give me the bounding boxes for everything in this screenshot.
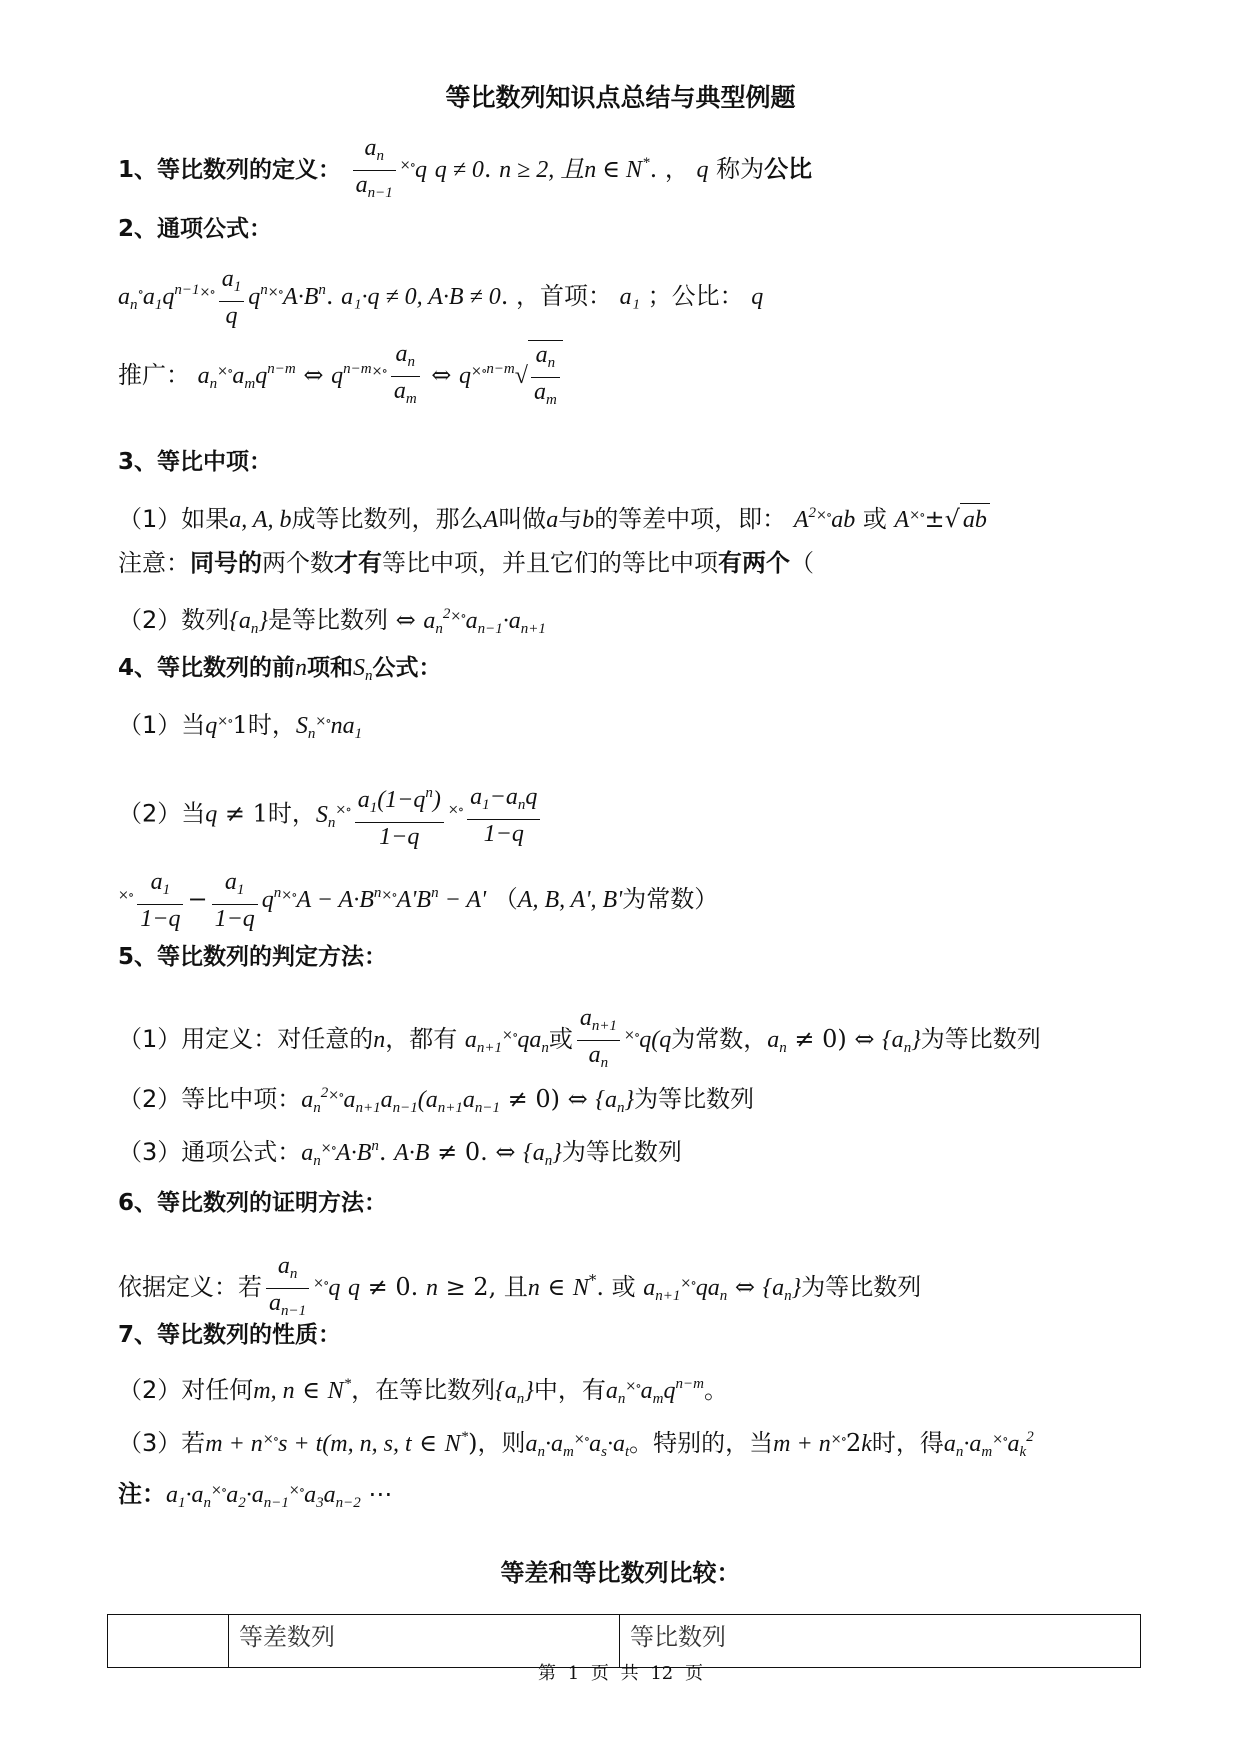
proof-method: 依据定义：若 $\frac{a_n}{a_{n-1}}$ ×∘q q ≠ 0. n ≥ 2, 且n ∈ N*. 或 $a_{n+1}^{\times\circ}qa_n$ ⇔ $\{a_n\}$为等比数列 bbox=[118, 1253, 922, 1319]
table-header-geometric: 等比数列 bbox=[620, 1615, 1141, 1668]
table-header-arithmetic: 等差数列 bbox=[229, 1615, 620, 1668]
comparison-title: 等差和等比数列比较： bbox=[500, 1559, 741, 1587]
section-4-heading-line: 4、等比数列的前n项和$S_n$公式： bbox=[118, 655, 442, 684]
section-3-heading: 3、等比中项： bbox=[118, 449, 273, 475]
page-footer: 第 1 页 共 12 页 bbox=[538, 1663, 703, 1684]
section-7-heading-line bbox=[118, 1318, 341, 1351]
property-product: （3）若m + n×∘s + t(m, n, s, t ∈ N*)，则$a_n\cdot a_m^{\times\circ}a_s\cdot a_t$。特别的，当m + n×∘2k时，得$a_n\cdot a_m^{\times\circ}a_k^2$ bbox=[118, 1429, 1034, 1460]
general-term-formula: $a_n^\circ a_1q^{n-1\times\circ}$ $\frac{a_1}{q}$ $q^{n\times\circ}A\cdot B^n$. a₁·q ≠ 0, A·B ≠ 0. ，首项： a₁ ；公比： q bbox=[118, 266, 764, 329]
general-term-extension: 推广： $a_n^{\times\circ}a_mq^{n-m}$ ⇔ $q^{n-m\times\circ}$ $\frac{a_n}{a_m}$ ⇔ $q^{\times\circ n-m}√$ $\frac{a_n}{a_m}$ bbox=[118, 340, 563, 414]
section-5-heading: 5、等比数列的判定方法： bbox=[118, 944, 388, 970]
sum-formula-constant-form: ×∘ $\frac{a_1}{1-q}$ − $\frac{a_1}{1-q}$ $q^{n\times\circ}A - A\cdot B^{n\times\circ}A'B^n - A'$ （A, B, A', B'为常数） bbox=[118, 869, 719, 932]
definition-line: 1、等比数列的定义： $\frac{a_n}{a_{n-1}}$ ×∘q q ≠ 0. n ≥ 2, 且n ∈ N*. ， q 称为公比 bbox=[118, 134, 812, 207]
section-2-heading-line bbox=[118, 212, 272, 245]
criterion-definition: （1）用定义：对任意的n，都有 $a_{n+1}^{\times\circ}qa_n$或 $\frac{a_{n+1}}{a_n}$ ×∘q(q为常数，$a_n \ne 0$) ⇔ $\{a_n\}$为等比数列 bbox=[118, 1005, 1041, 1071]
sum-formula-q-not-1: （2）当q ≠ 1时，$S_n^{\times\circ}$ $\frac{a_1(1-q^n)}{1-q}$ ×∘ $\frac{a_1-a_nq}{1-q}$ bbox=[118, 779, 544, 851]
middle-term-criterion: （2）数列$\{a_n\}$是等比数列 ⇔ $a_n^{2\times\circ}a_{n-1}\cdot a_{n+1}$ bbox=[118, 606, 546, 637]
criterion-general-term: （3）通项公式：$a_n^{\times\circ}A\cdot B^n$. A·B ≠ 0. ⇔ $\{a_n\}$为等比数列 bbox=[118, 1138, 682, 1169]
section-1-heading: 1、等比数列的定义： bbox=[118, 157, 342, 183]
section-6-heading: 6、等比数列的证明方法： bbox=[118, 1190, 388, 1216]
section-5-heading-line bbox=[118, 940, 387, 973]
middle-term-definition: （1）如果a, A, b成等比数列，那么A叫做a与b的等差中项，即： $A^{2\times\circ}ab$ 或 A×∘±√ ab bbox=[118, 497, 990, 536]
page-title: 等比数列知识点总结与典型例题 bbox=[445, 83, 796, 112]
section-2-heading: 2、通项公式： bbox=[118, 216, 273, 242]
property-note: 注：$a_1\cdot a_n^{\times\circ}a_2\cdot a_{n-1}^{\times\circ}a_3a_{n-2}$ ⋯ bbox=[118, 1480, 393, 1511]
middle-term-note: 注意：同号的两个数才有等比中项，并且它们的等比中项有两个（ bbox=[118, 549, 814, 577]
criterion-middle-term: （2）等比中项：$a_n^{2\times\circ}a_{n+1}a_{n-1}(a_{n+1}a_{n-1} \ne 0)$ ⇔ $\{a_n\}$为等比数列 bbox=[118, 1085, 755, 1116]
n-range: n ≥ 2, 且n ∈ N bbox=[499, 157, 643, 183]
property-general-term: （2）对任何m, n ∈ N*，在等比数列$\{a_n\}$中，有$a_n^{\times\circ}a_mq^{n-m}$。 bbox=[118, 1376, 728, 1407]
ratio-fraction: $\frac{a_n}{a_{n-1}}$ bbox=[353, 134, 396, 207]
q-nonzero: q ≠ 0 bbox=[434, 157, 484, 183]
section-7-heading: 7、等比数列的性质： bbox=[118, 1322, 342, 1348]
sum-formula-q-equals-1: （1）当q×∘1时，$S_n^{\times\circ}na_1$ bbox=[118, 711, 363, 742]
general-term-condition: a₁·q ≠ 0, A·B ≠ 0 bbox=[341, 284, 501, 310]
section-3-heading-line bbox=[118, 445, 272, 478]
section-6-heading-line bbox=[118, 1186, 387, 1219]
